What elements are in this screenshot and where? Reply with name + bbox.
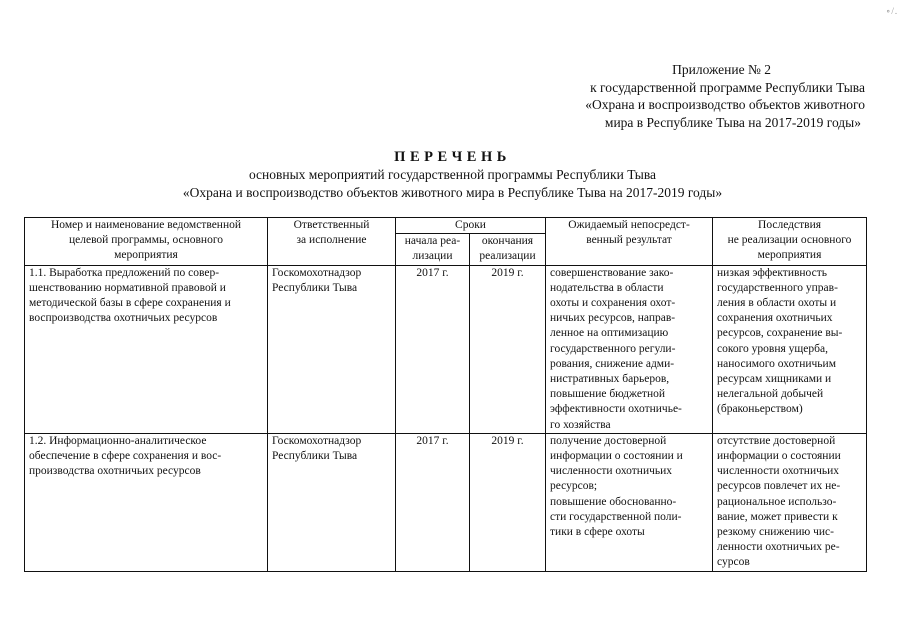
text-line: шенствованию нормативной правовой и	[29, 281, 226, 294]
document-heading	[0, 148, 905, 201]
text-line: сокого уровня ущерба,	[717, 342, 828, 355]
cell-consequences	[713, 265, 867, 433]
cell-consequences	[713, 433, 867, 571]
table-row	[25, 265, 867, 433]
text-line: информации о состоянии и	[550, 450, 683, 463]
text-line: сохранения охотничьих	[717, 312, 833, 325]
text-line: не реализации основного	[727, 234, 852, 247]
text-line: мероприятия	[114, 249, 178, 262]
header-terms: Сроки	[396, 218, 546, 234]
text-line: ресурсов, сохранение вы-	[717, 327, 843, 340]
text-line: (браконьерством)	[717, 403, 803, 416]
cell-program-name	[25, 265, 268, 433]
header-program-name	[25, 218, 268, 266]
appendix-line-2: к государственной программе Республики Тыва	[590, 79, 865, 95]
text-line: рациональное использо-	[717, 495, 837, 508]
text-line: нелегальной добычей	[717, 388, 824, 401]
header-responsible	[268, 218, 396, 266]
text-line: ничьих ресурсов, направ-	[550, 312, 676, 325]
text-line: рования, снижение адми-	[550, 357, 675, 370]
text-line: мероприятия	[757, 249, 822, 262]
text-line: начала реа-	[404, 235, 461, 248]
measures-table	[24, 217, 867, 572]
text-line: численности охотничьих	[550, 465, 673, 478]
document-subtitle-line-1: основных мероприятий государственной программы Республики Тыва	[248, 167, 657, 182]
corner-mark: ∘/.	[886, 6, 899, 16]
text-line: ления в области охоты и	[717, 297, 837, 310]
cell-start: 2017 г.	[396, 433, 470, 571]
appendix-block	[520, 61, 865, 131]
text-line: за исполнение	[296, 234, 367, 247]
text-line: ленное на оптимизацию	[550, 327, 669, 340]
text-line: производства охотничьих ресурсов	[29, 465, 201, 478]
header-consequences	[713, 218, 867, 266]
text-line: повышение обоснованно-	[550, 495, 677, 508]
text-line: охоты и сохранения охот-	[550, 297, 676, 310]
text-line: воспроизводства охотничьих ресурсов	[29, 312, 218, 325]
text-line: Республики Тыва	[272, 450, 358, 463]
text-line: государственного управ-	[717, 281, 838, 294]
header-start	[396, 234, 470, 265]
cell-expected-result	[546, 265, 713, 433]
text-line: наносимого охотничьим	[717, 357, 836, 370]
header-expected-result	[546, 218, 713, 266]
text-line: информации о состоянии	[717, 450, 841, 463]
text-line: сти государственной поли-	[550, 510, 682, 523]
cell-start: 2017 г.	[396, 265, 470, 433]
text-line: отсутствие достоверной	[717, 434, 836, 447]
cell-responsible	[268, 265, 396, 433]
table-row	[25, 433, 867, 571]
table-header-row	[25, 218, 867, 234]
text-line: тики в сфере охоты	[550, 526, 645, 539]
text-line: низкая эффективность	[717, 266, 827, 279]
cell-program-name	[25, 433, 268, 571]
cell-expected-result	[546, 433, 713, 571]
appendix-title: Приложение № 2	[672, 62, 771, 77]
text-line: методической базы в сфере сохранения и	[29, 297, 231, 310]
document-title: ПЕРЕЧЕНЬ	[394, 149, 511, 165]
text-line: ресурсам хищниками и	[717, 373, 832, 386]
cell-responsible	[268, 433, 396, 571]
cell-end: 2019 г.	[470, 433, 546, 571]
text-line: ресурсов повлечет их не-	[717, 480, 841, 493]
text-line: лизации	[412, 250, 453, 263]
text-line: государственного регули-	[550, 342, 676, 355]
text-line: нистративных барьеров,	[550, 373, 670, 386]
text-line: Госкомохотнадзор	[272, 434, 362, 447]
text-line: Ответственный	[293, 219, 370, 231]
text-line: обеспечение в сфере сохранения и вос-	[29, 450, 222, 463]
text-line: Ожидаемый непосредст-	[568, 219, 690, 231]
text-line: окончания	[481, 235, 534, 248]
document-subtitle-line-2: «Охрана и воспроизводство объектов животного мира в Республике Тыва на 2017-2019 годы»	[182, 184, 723, 200]
text-line: реализации	[479, 250, 536, 263]
cell-end: 2019 г.	[470, 265, 546, 433]
appendix-line-3: «Охрана и воспроизводство объектов животного	[585, 97, 865, 112]
text-line: нодательства в области	[550, 281, 664, 294]
text-line: численности охотничьих	[717, 465, 840, 478]
text-line: 1.2. Информационно-аналитическое	[29, 434, 207, 447]
text-line: эффективности охотничье-	[550, 403, 682, 416]
text-line: Последствия	[758, 219, 822, 231]
header-end	[470, 234, 546, 265]
appendix-line-4: мира в Республике Тыва на 2017-2019 годы»	[604, 114, 861, 130]
text-line: 1.1. Выработка предложений по совер-	[29, 266, 220, 279]
text-line: ленности охотничьих ре-	[717, 541, 840, 554]
text-line: венный результат	[586, 234, 672, 247]
text-line: Республики Тыва	[272, 281, 358, 294]
text-line: Номер и наименование ведомственной	[50, 219, 242, 231]
text-line: вание, может привести к	[717, 510, 838, 523]
text-line: ресурсов;	[550, 480, 598, 493]
text-line: го хозяйства	[550, 418, 611, 431]
text-line: целевой программы, основного	[68, 234, 224, 247]
text-line: получение достоверной	[550, 434, 667, 447]
text-line: сурсов	[717, 556, 750, 569]
text-line: резкому снижению чис-	[717, 526, 834, 539]
text-line: Госкомохотнадзор	[272, 266, 362, 279]
text-line: повышение бюджетной	[550, 388, 666, 401]
text-line: совершенствование зако-	[550, 266, 674, 279]
